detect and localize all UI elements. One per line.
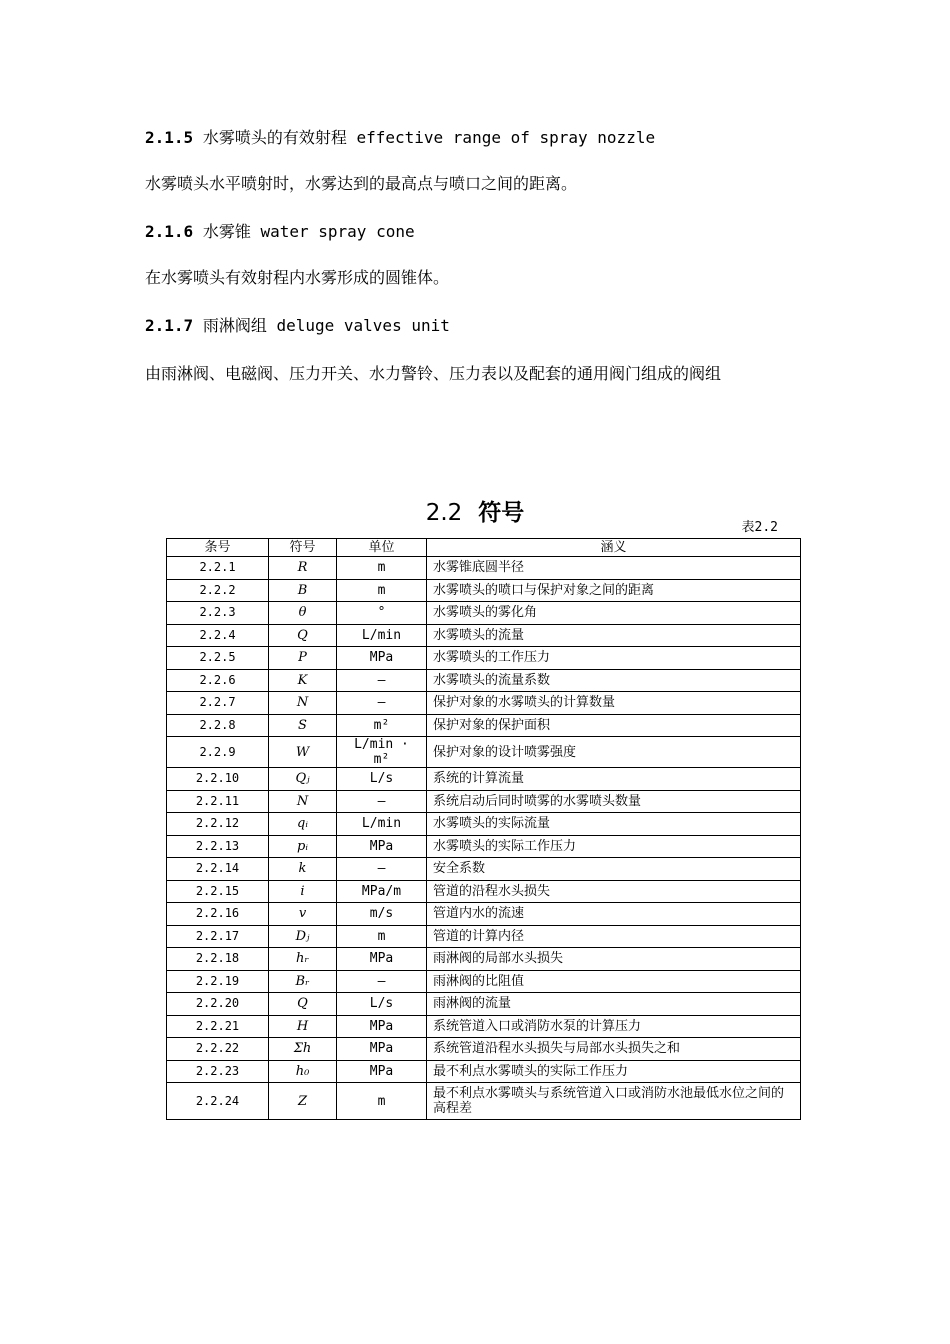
table-row <box>167 948 801 971</box>
cell-clause-no: 2.2.23 <box>167 1060 269 1083</box>
table-row <box>167 1083 801 1120</box>
cell-meaning: 保护对象的保护面积 <box>427 714 801 737</box>
clause-number: 2.1.5 <box>145 128 194 147</box>
cell-unit: MPa <box>337 835 427 858</box>
cell-unit: — <box>337 970 427 993</box>
cell-clause-no: 2.2.5 <box>167 647 269 670</box>
cell-clause-no: 2.2.11 <box>167 790 269 813</box>
table-row <box>167 579 801 602</box>
cell-symbol: N <box>269 692 337 715</box>
cell-meaning: 系统启动后同时喷雾的水雾喷头数量 <box>427 790 801 813</box>
cell-meaning: 保护对象的水雾喷头的计算数量 <box>427 692 801 715</box>
cell-clause-no: 2.2.24 <box>167 1083 269 1120</box>
cell-symbol: pᵢ <box>269 835 337 858</box>
cell-unit: m <box>337 925 427 948</box>
header-clause-no: 条号 <box>167 539 269 557</box>
cell-unit: — <box>337 669 427 692</box>
cell-clause-no: 2.2.22 <box>167 1038 269 1061</box>
cell-unit: — <box>337 858 427 881</box>
cell-unit: m <box>337 557 427 580</box>
cell-symbol: P <box>269 647 337 670</box>
clause-title-en: deluge valves unit <box>276 316 450 335</box>
table-row <box>167 647 801 670</box>
table-row <box>167 624 801 647</box>
cell-meaning: 管道的计算内径 <box>427 925 801 948</box>
table-row <box>167 970 801 993</box>
cell-meaning: 水雾喷头的流量 <box>427 624 801 647</box>
cell-meaning: 水雾喷头的工作压力 <box>427 647 801 670</box>
cell-clause-no: 2.2.16 <box>167 903 269 926</box>
clause-body-2-1-5: 水雾喷头水平喷射时，水雾达到的最高点与喷口之间的距离。 <box>145 174 578 193</box>
table-label: 表2.2 <box>741 520 778 535</box>
cell-unit: L/s <box>337 993 427 1016</box>
cell-symbol: S <box>269 714 337 737</box>
cell-unit: MPa <box>337 1015 427 1038</box>
table-row <box>167 602 801 625</box>
clause-title-cn: 水雾锥 <box>202 222 251 241</box>
cell-meaning: 安全系数 <box>427 858 801 881</box>
cell-symbol: W <box>269 737 337 768</box>
cell-meaning: 保护对象的设计喷雾强度 <box>427 737 801 768</box>
cell-symbol: Z <box>269 1083 337 1120</box>
cell-meaning: 水雾喷头的实际工作压力 <box>427 835 801 858</box>
table-row <box>167 714 801 737</box>
cell-meaning: 水雾锥底圆半径 <box>427 557 801 580</box>
cell-clause-no: 2.2.3 <box>167 602 269 625</box>
table-row <box>167 790 801 813</box>
clause-title-cn: 水雾喷头的有效射程 <box>202 128 347 147</box>
cell-unit: L/min <box>337 813 427 836</box>
cell-clause-no: 2.2.13 <box>167 835 269 858</box>
cell-symbol: K <box>269 669 337 692</box>
clause-number: 2.1.6 <box>145 222 194 241</box>
cell-symbol: Q <box>269 624 337 647</box>
cell-meaning: 水雾喷头的实际流量 <box>427 813 801 836</box>
cell-meaning: 水雾喷头的喷口与保护对象之间的距离 <box>427 579 801 602</box>
cell-clause-no: 2.2.18 <box>167 948 269 971</box>
table-row <box>167 692 801 715</box>
cell-symbol: Bᵣ <box>269 970 337 993</box>
cell-unit: — <box>337 692 427 715</box>
cell-unit: m <box>337 579 427 602</box>
cell-clause-no: 2.2.2 <box>167 579 269 602</box>
cell-clause-no: 2.2.10 <box>167 768 269 791</box>
table-row <box>167 557 801 580</box>
header-symbol: 符号 <box>269 539 337 557</box>
table-row <box>167 768 801 791</box>
symbols-table <box>166 538 801 1120</box>
cell-clause-no: 2.2.15 <box>167 880 269 903</box>
table-row <box>167 835 801 858</box>
clause-body-2-1-6: 在水雾喷头有效射程内水雾形成的圆锥体。 <box>145 268 450 287</box>
cell-symbol: N <box>269 790 337 813</box>
cell-symbol: B <box>269 579 337 602</box>
header-meaning: 涵义 <box>427 539 801 557</box>
cell-symbol: h₀ <box>269 1060 337 1083</box>
cell-meaning: 雨淋阀的流量 <box>427 993 801 1016</box>
table-row <box>167 813 801 836</box>
cell-unit: MPa <box>337 647 427 670</box>
clause-heading-2-1-6 <box>145 220 415 244</box>
table-row <box>167 1015 801 1038</box>
cell-unit: MPa/m <box>337 880 427 903</box>
cell-unit: m² <box>337 714 427 737</box>
table-row <box>167 880 801 903</box>
cell-unit: — <box>337 790 427 813</box>
section-number: 2.2 <box>425 500 463 526</box>
cell-symbol: θ <box>269 602 337 625</box>
cell-meaning: 管道的沿程水头损失 <box>427 880 801 903</box>
cell-unit: L/min <box>337 624 427 647</box>
clause-title-cn: 雨淋阀组 <box>202 316 267 335</box>
section-title <box>0 498 950 528</box>
cell-meaning: 系统管道沿程水头损失与局部水头损失之和 <box>427 1038 801 1061</box>
cell-symbol: k <box>269 858 337 881</box>
cell-clause-no: 2.2.21 <box>167 1015 269 1038</box>
cell-symbol: hᵣ <box>269 948 337 971</box>
cell-unit: L/s <box>337 768 427 791</box>
cell-clause-no: 2.2.8 <box>167 714 269 737</box>
table-header-row <box>167 539 801 557</box>
table-row <box>167 737 801 768</box>
clause-title-en: water spray cone <box>260 222 415 241</box>
cell-symbol: Qⱼ <box>269 768 337 791</box>
clause-title-en: effective range of spray nozzle <box>356 128 656 147</box>
cell-unit: MPa <box>337 1060 427 1083</box>
table-row <box>167 1038 801 1061</box>
table-row <box>167 993 801 1016</box>
cell-unit: L/min · m² <box>337 737 427 768</box>
cell-clause-no: 2.2.12 <box>167 813 269 836</box>
cell-clause-no: 2.2.17 <box>167 925 269 948</box>
clause-number: 2.1.7 <box>145 316 194 335</box>
cell-unit: MPa <box>337 1038 427 1061</box>
section-name: 符号 <box>478 499 525 526</box>
cell-unit: ° <box>337 602 427 625</box>
cell-meaning: 雨淋阀的局部水头损失 <box>427 948 801 971</box>
cell-clause-no: 2.2.9 <box>167 737 269 768</box>
clause-heading-2-1-7 <box>145 314 450 338</box>
table-row <box>167 858 801 881</box>
table-row <box>167 903 801 926</box>
cell-symbol: v <box>269 903 337 926</box>
clause-body-2-1-7: 由雨淋阀、电磁阀、压力开关、水力警铃、压力表以及配套的通用阀门组成的阀组 <box>145 364 722 383</box>
cell-clause-no: 2.2.1 <box>167 557 269 580</box>
cell-symbol: Dⱼ <box>269 925 337 948</box>
table-row <box>167 669 801 692</box>
cell-meaning: 最不利点水雾喷头的实际工作压力 <box>427 1060 801 1083</box>
cell-symbol: H <box>269 1015 337 1038</box>
cell-clause-no: 2.2.4 <box>167 624 269 647</box>
cell-meaning: 水雾喷头的雾化角 <box>427 602 801 625</box>
cell-meaning: 系统的计算流量 <box>427 768 801 791</box>
cell-unit: m <box>337 1083 427 1120</box>
cell-meaning: 雨淋阀的比阻值 <box>427 970 801 993</box>
cell-clause-no: 2.2.7 <box>167 692 269 715</box>
cell-symbol: R <box>269 557 337 580</box>
cell-symbol: qᵢ <box>269 813 337 836</box>
table-row <box>167 925 801 948</box>
table-row <box>167 1060 801 1083</box>
cell-clause-no: 2.2.6 <box>167 669 269 692</box>
header-unit: 单位 <box>337 539 427 557</box>
cell-meaning: 系统管道入口或消防水泵的计算压力 <box>427 1015 801 1038</box>
cell-meaning: 最不利点水雾喷头与系统管道入口或消防水池最低水位之间的高程差 <box>427 1083 801 1120</box>
cell-unit: m/s <box>337 903 427 926</box>
cell-symbol: i <box>269 880 337 903</box>
cell-symbol: Σh <box>269 1038 337 1061</box>
cell-symbol: Q <box>269 993 337 1016</box>
cell-clause-no: 2.2.19 <box>167 970 269 993</box>
cell-unit: MPa <box>337 948 427 971</box>
cell-meaning: 管道内水的流速 <box>427 903 801 926</box>
cell-clause-no: 2.2.20 <box>167 993 269 1016</box>
cell-meaning: 水雾喷头的流量系数 <box>427 669 801 692</box>
cell-clause-no: 2.2.14 <box>167 858 269 881</box>
clause-heading-2-1-5 <box>145 126 655 150</box>
